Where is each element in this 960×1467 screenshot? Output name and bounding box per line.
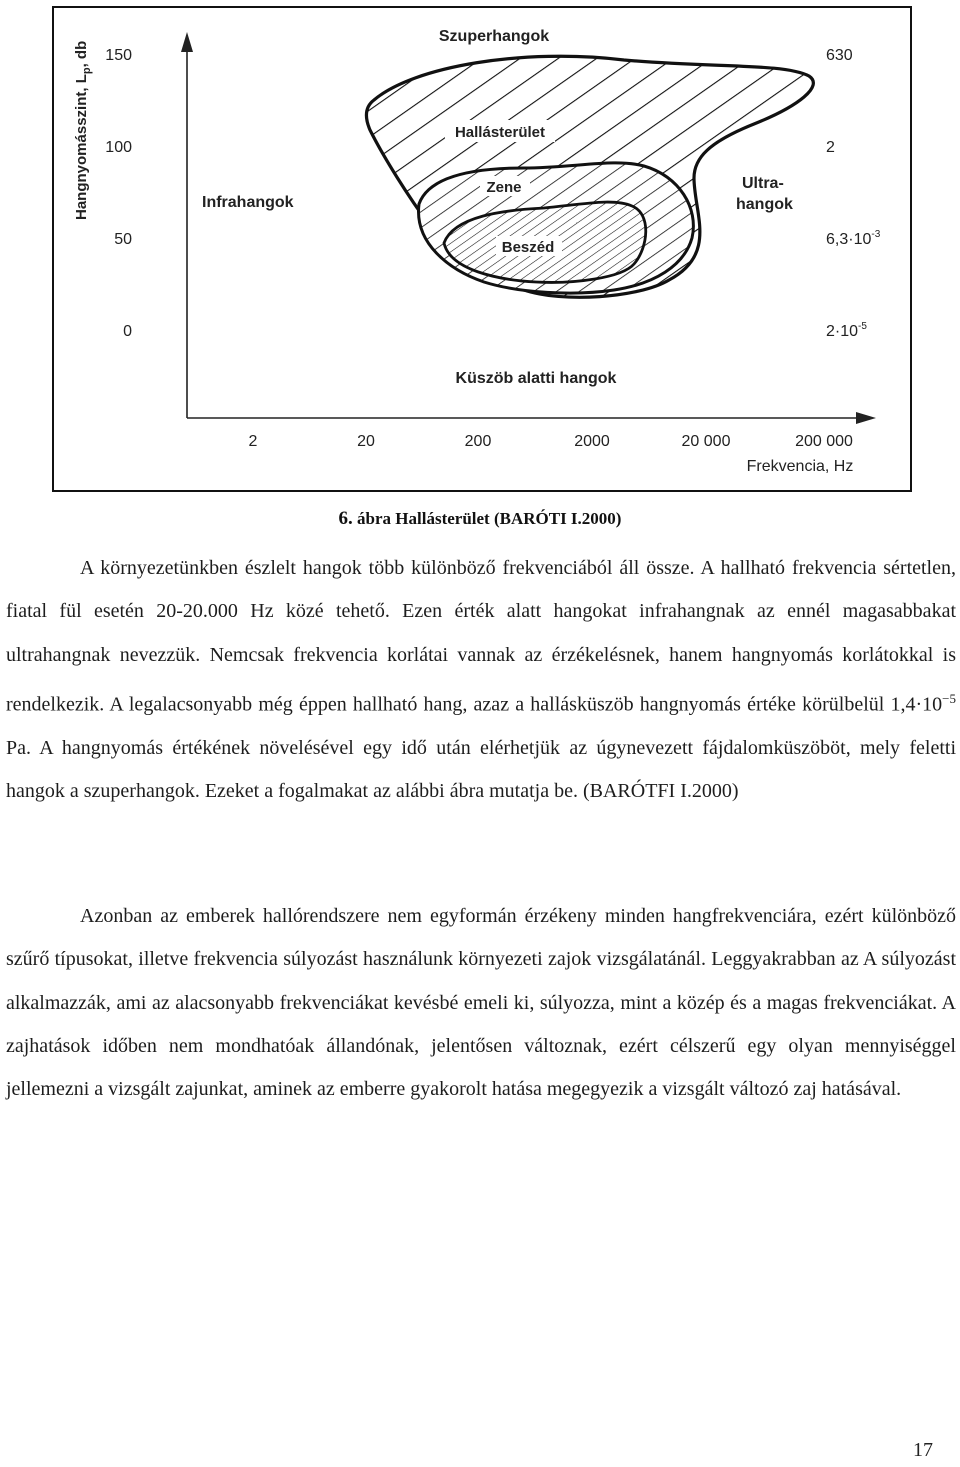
subthreshold-sounds-label: Küszöb alatti hangok (455, 370, 617, 387)
y-axis-label: Hangnyomásszint, $L_p$, db (73, 40, 93, 220)
x-tick: 2000 (574, 433, 610, 450)
x-tick: 200 (464, 433, 492, 450)
ultra-sounds-label-line2: hangok (736, 196, 793, 213)
x-axis-label: Frekvencia, Hz (746, 458, 854, 475)
paragraph-1: A környezetünkben észlelt hangok több különböző frekvenciából áll össze. A hallható frekvencia sértetlen, fiatal fül esetén 20-20.000 Hz közé tehető. Ezen érték alatt hangokat infrahangnak az ennél magasabbakat ultrahangnak nevezzük. Nemcsak frekvencia korlátai vannak az érzékelésnek, hanem hangnyomás korlátokkal is rendelkezik. A legalacsonyabb még éppen hallható hang, azaz a hallásküszöb hangnyomás értéke körülbelül $1,4\cdot 10^{-5}$ Pa. A hangnyomás értékének növelésével egy idő után elérhetjük az úgynevezett fájdalomküszöböt, mely feletti hangok a szuperhangok. Ezeket a fogalmakat az alábbi ábra mutatja be. (BARÓTFI I.2000) (6, 557, 956, 803)
ultra-sounds-label-line1: Ultra- (742, 175, 784, 192)
pressure-tick: 2 (826, 139, 835, 156)
x-axis-arrow-icon (856, 412, 876, 424)
super-sounds-label: Szuperhangok (438, 28, 550, 45)
y-tick: 150 (105, 47, 132, 64)
hearing-area-diagram (54, 8, 910, 490)
pressure-tick: $6,3\cdot 10^{-3}$ (826, 229, 881, 248)
y-axis-arrow-icon (181, 32, 193, 52)
page-number: 17 (913, 1439, 933, 1461)
pressure-tick: 630 (826, 47, 853, 64)
hearing-area-label: Hallásterület (454, 124, 546, 141)
speech-label: Beszéd (501, 239, 555, 256)
caption-text: ábra Hallásterület (BARÓTI I.2000) (357, 509, 622, 528)
pressure-tick: $2\cdot 10^{-5}$ (826, 321, 867, 340)
y-tick: 50 (114, 231, 132, 248)
paragraph-2: Azonban az emberek hallórendszere nem egyformán érzékeny minden hangfrekvenciára, ezért különböző szűrő típusokat, illetve frekvencia súlyozást használunk környezeti zajok vizsgálatánál. Leggyakrabban az A súlyozást alkalmazzák, ami az alacsonyabb frekvenciákat kevésbé emeli ki, súlyozza, mint a közép és a magas frekvenciákat. A zajhatások időben nem mondhatóak állandónak, jelentősen változnak, ezért célszerű egy olyan mennyiséggel jellemezni a vizsgált zajunkat, aminek az emberre gyakorolt hatása megegyezik a vizsgált változó zaj hatásával. (6, 905, 956, 1101)
x-tick: 20 000 (681, 433, 731, 450)
figure-caption (0, 508, 960, 530)
infra-sounds-label: Infrahangok (202, 194, 294, 211)
y-tick: 0 (123, 323, 132, 340)
x-tick: 200 000 (795, 433, 853, 450)
hearing-area-figure (52, 6, 912, 492)
y-tick: 100 (105, 139, 132, 156)
caption-number: 6. (338, 508, 353, 529)
x-tick: 2 (248, 433, 258, 450)
x-tick: 20 (357, 433, 375, 450)
music-label: Zene (486, 179, 522, 196)
